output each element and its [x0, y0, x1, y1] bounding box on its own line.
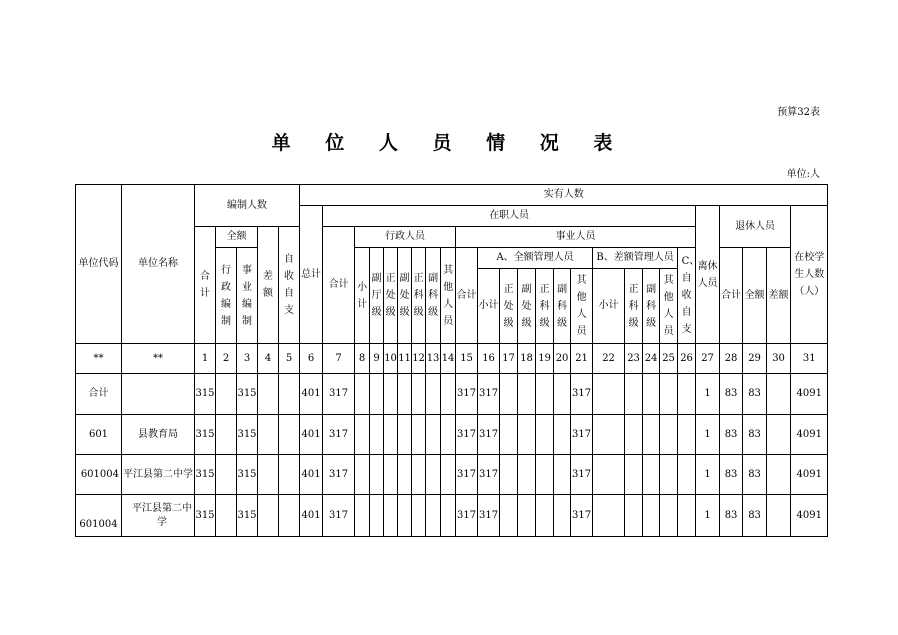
code-cell: 24: [643, 344, 660, 374]
table-row: [76, 415, 828, 455]
code-cell: **: [122, 344, 195, 374]
value-cell: [593, 415, 625, 455]
value-cell: [625, 495, 643, 537]
value-cell: 317: [571, 455, 593, 495]
code-cell: 6: [300, 344, 323, 374]
value-cell: [767, 495, 791, 537]
value-cell: [643, 415, 660, 455]
value-cell: 317: [571, 495, 593, 537]
code-cell: 11: [398, 344, 412, 374]
header-b-diff-mgmt: B、差额管理人员: [593, 248, 678, 269]
value-cell: [355, 495, 370, 537]
value-cell: [678, 455, 696, 495]
value-cell: [370, 415, 384, 455]
code-cell: 17: [500, 344, 518, 374]
page-title: 单 位 人 员 情 况 表: [271, 132, 627, 154]
value-cell: [536, 374, 554, 415]
header-deputy-bureau: 副厅级: [370, 248, 384, 344]
value-cell: 317: [478, 495, 500, 537]
header-a-other: 其他人员: [571, 269, 593, 344]
code-cell: 21: [571, 344, 593, 374]
value-cell: [441, 495, 456, 537]
header-inst-staff: 事业人员: [456, 227, 696, 248]
code-cell: 30: [767, 344, 791, 374]
code-cell: 23: [625, 344, 643, 374]
header-chief-section: 正科级: [412, 248, 426, 344]
value-cell: [643, 455, 660, 495]
value-cell: 83: [743, 455, 767, 495]
personnel-table: [75, 184, 828, 537]
table-row: [76, 495, 828, 537]
value-cell: 317: [323, 415, 355, 455]
header-admin-staff: 行政人员: [355, 227, 456, 248]
code-cell: 28: [720, 344, 743, 374]
value-cell: 317: [478, 455, 500, 495]
value-cell: 401: [300, 495, 323, 537]
header-a-chief-division: 正处级: [500, 269, 518, 344]
header-admin-staffing: 行政编制: [216, 248, 237, 344]
value-cell: 83: [743, 495, 767, 537]
value-cell: [398, 415, 412, 455]
value-cell: [441, 415, 456, 455]
value-cell: [518, 495, 536, 537]
column-code-row: [76, 344, 828, 374]
header-students: 在校学生人数（人）: [791, 206, 828, 344]
code-cell: 16: [478, 344, 500, 374]
header-deputy-division: 副处级: [398, 248, 412, 344]
value-cell: [593, 455, 625, 495]
value-cell: 1: [696, 455, 720, 495]
code-cell: 3: [237, 344, 258, 374]
code-cell: 14: [441, 344, 456, 374]
header-other-staff: 其他人员: [441, 248, 456, 344]
value-cell: [536, 415, 554, 455]
code-cell: 15: [456, 344, 478, 374]
value-cell: [500, 374, 518, 415]
value-cell: 83: [743, 415, 767, 455]
value-cell: [279, 495, 300, 537]
unit-name-cell: [122, 374, 195, 415]
code-cell: 27: [696, 344, 720, 374]
value-cell: 1: [696, 415, 720, 455]
code-cell: 29: [743, 344, 767, 374]
unit-code-cell: 合计: [76, 374, 122, 415]
value-cell: [678, 415, 696, 455]
value-cell: [441, 374, 456, 415]
value-cell: 317: [478, 415, 500, 455]
value-cell: 315: [195, 415, 216, 455]
value-cell: [426, 374, 441, 415]
value-cell: [398, 374, 412, 415]
value-cell: 4091: [791, 415, 828, 455]
header-in-total: 合计: [323, 227, 355, 344]
table-row: [76, 374, 828, 415]
value-cell: [398, 495, 412, 537]
header-b-subtotal: 小计: [593, 269, 625, 344]
value-cell: [660, 495, 678, 537]
unit-name-cell: 平江县第二中学: [122, 495, 195, 537]
code-cell: 19: [536, 344, 554, 374]
header-a-deputy-section: 副科级: [554, 269, 571, 344]
value-cell: [536, 455, 554, 495]
value-cell: [554, 495, 571, 537]
value-cell: 83: [720, 374, 743, 415]
value-cell: 83: [720, 415, 743, 455]
value-cell: [279, 415, 300, 455]
value-cell: 315: [237, 455, 258, 495]
value-cell: [643, 374, 660, 415]
value-cell: [518, 415, 536, 455]
code-cell: 25: [660, 344, 678, 374]
value-cell: [593, 495, 625, 537]
code-cell: 2: [216, 344, 237, 374]
code-cell: 4: [258, 344, 279, 374]
code-cell: 5: [279, 344, 300, 374]
value-cell: 315: [195, 374, 216, 415]
value-cell: [678, 495, 696, 537]
value-cell: [258, 374, 279, 415]
header-a-full-mgmt: A、全额管理人员: [478, 248, 593, 269]
code-cell: 13: [426, 344, 441, 374]
unit-code-cell: 601004: [76, 455, 122, 495]
value-cell: 317: [571, 415, 593, 455]
header-full-amount: 全额: [216, 227, 258, 248]
value-cell: 401: [300, 455, 323, 495]
value-cell: 315: [237, 495, 258, 537]
code-cell: **: [76, 344, 122, 374]
value-cell: [412, 415, 426, 455]
code-cell: 18: [518, 344, 536, 374]
value-cell: [355, 374, 370, 415]
unit-name-cell: 平江县第二中学: [122, 455, 195, 495]
header-b-other: 其他人员: [660, 269, 678, 344]
value-cell: 401: [300, 415, 323, 455]
value-cell: [384, 495, 398, 537]
code-cell: 7: [323, 344, 355, 374]
value-cell: 317: [456, 455, 478, 495]
value-cell: 315: [195, 455, 216, 495]
value-cell: [767, 455, 791, 495]
unit-name-cell: 县教育局: [122, 415, 195, 455]
value-cell: [625, 415, 643, 455]
header-retire-staff: 退休人员: [720, 206, 791, 248]
code-cell: 8: [355, 344, 370, 374]
value-cell: [593, 374, 625, 415]
header-actual: 实有人数: [300, 185, 828, 206]
value-cell: [426, 495, 441, 537]
value-cell: [355, 455, 370, 495]
value-cell: [384, 455, 398, 495]
header-retired: 离休人员: [696, 206, 720, 344]
code-cell: 12: [412, 344, 426, 374]
value-cell: [412, 374, 426, 415]
header-in-service: 在职人员: [323, 206, 696, 227]
value-cell: 317: [478, 374, 500, 415]
value-cell: 83: [720, 495, 743, 537]
header-grand-total: 总计: [300, 206, 323, 344]
value-cell: [767, 415, 791, 455]
value-cell: 1: [696, 495, 720, 537]
header-retire-total: 合计: [720, 248, 743, 344]
value-cell: [258, 415, 279, 455]
value-cell: 317: [571, 374, 593, 415]
table-row: [76, 455, 828, 495]
header-b-deputy-section: 副科级: [643, 269, 660, 344]
value-cell: 83: [720, 455, 743, 495]
value-cell: [258, 495, 279, 537]
value-cell: [518, 455, 536, 495]
code-cell: 26: [678, 344, 696, 374]
value-cell: 401: [300, 374, 323, 415]
header-admin-subtotal: 小计: [355, 248, 370, 344]
value-cell: [500, 455, 518, 495]
unit-label: 单位:人: [786, 169, 820, 180]
value-cell: 4091: [791, 374, 828, 415]
value-cell: [554, 455, 571, 495]
header-a-deputy-division: 副处级: [518, 269, 536, 344]
header-retire-diff: 差额: [767, 248, 791, 344]
header-a-chief-section: 正科级: [536, 269, 554, 344]
header-deputy-section: 副科级: [426, 248, 441, 344]
value-cell: [643, 495, 660, 537]
value-cell: 315: [237, 374, 258, 415]
value-cell: 315: [195, 495, 216, 537]
value-cell: [518, 374, 536, 415]
value-cell: [384, 374, 398, 415]
value-cell: [426, 415, 441, 455]
header-unit-code: 单位代码: [76, 185, 122, 344]
value-cell: 1: [696, 374, 720, 415]
header-c-self-funded: C、自收自支: [678, 248, 696, 344]
value-cell: [625, 455, 643, 495]
value-cell: [660, 374, 678, 415]
header-inst-staffing: 事业编制: [237, 248, 258, 344]
value-cell: 317: [456, 415, 478, 455]
value-cell: [554, 374, 571, 415]
header-staffing-total: 合计: [195, 227, 216, 344]
header-b-chief-section: 正科级: [625, 269, 643, 344]
value-cell: [441, 455, 456, 495]
value-cell: [554, 415, 571, 455]
value-cell: 317: [323, 455, 355, 495]
value-cell: [660, 455, 678, 495]
code-cell: 31: [791, 344, 828, 374]
code-cell: 10: [384, 344, 398, 374]
value-cell: [370, 455, 384, 495]
value-cell: 4091: [791, 455, 828, 495]
value-cell: [412, 455, 426, 495]
unit-code-cell: 601: [76, 415, 122, 455]
value-cell: 317: [323, 495, 355, 537]
value-cell: [216, 374, 237, 415]
value-cell: 83: [743, 374, 767, 415]
value-cell: [370, 374, 384, 415]
code-cell: 20: [554, 344, 571, 374]
value-cell: [500, 415, 518, 455]
header-self-funded: 自收自支: [279, 227, 300, 344]
header-differential: 差额: [258, 227, 279, 344]
value-cell: [216, 495, 237, 537]
value-cell: [355, 415, 370, 455]
header-inst-total: 合计: [456, 248, 478, 344]
value-cell: [258, 455, 279, 495]
value-cell: 315: [237, 415, 258, 455]
value-cell: [767, 374, 791, 415]
value-cell: [536, 495, 554, 537]
value-cell: [216, 455, 237, 495]
header-chief-division: 正处级: [384, 248, 398, 344]
value-cell: [279, 455, 300, 495]
value-cell: [216, 415, 237, 455]
form-number: 预算32表: [777, 107, 820, 118]
value-cell: [398, 455, 412, 495]
value-cell: 317: [456, 495, 478, 537]
header-retire-full: 全额: [743, 248, 767, 344]
value-cell: 317: [456, 374, 478, 415]
code-cell: 1: [195, 344, 216, 374]
code-cell: 22: [593, 344, 625, 374]
value-cell: 4091: [791, 495, 828, 537]
value-cell: [660, 415, 678, 455]
value-cell: [625, 374, 643, 415]
value-cell: [412, 495, 426, 537]
value-cell: [500, 495, 518, 537]
header-a-subtotal: 小计: [478, 269, 500, 344]
value-cell: [370, 495, 384, 537]
code-cell: 9: [370, 344, 384, 374]
header-staffing: 编制人数: [195, 185, 300, 227]
value-cell: [426, 455, 441, 495]
header-unit-name: 单位名称: [122, 185, 195, 344]
value-cell: 317: [323, 374, 355, 415]
value-cell: [279, 374, 300, 415]
value-cell: [678, 374, 696, 415]
value-cell: [384, 415, 398, 455]
unit-code-cell: 601004: [76, 495, 122, 537]
